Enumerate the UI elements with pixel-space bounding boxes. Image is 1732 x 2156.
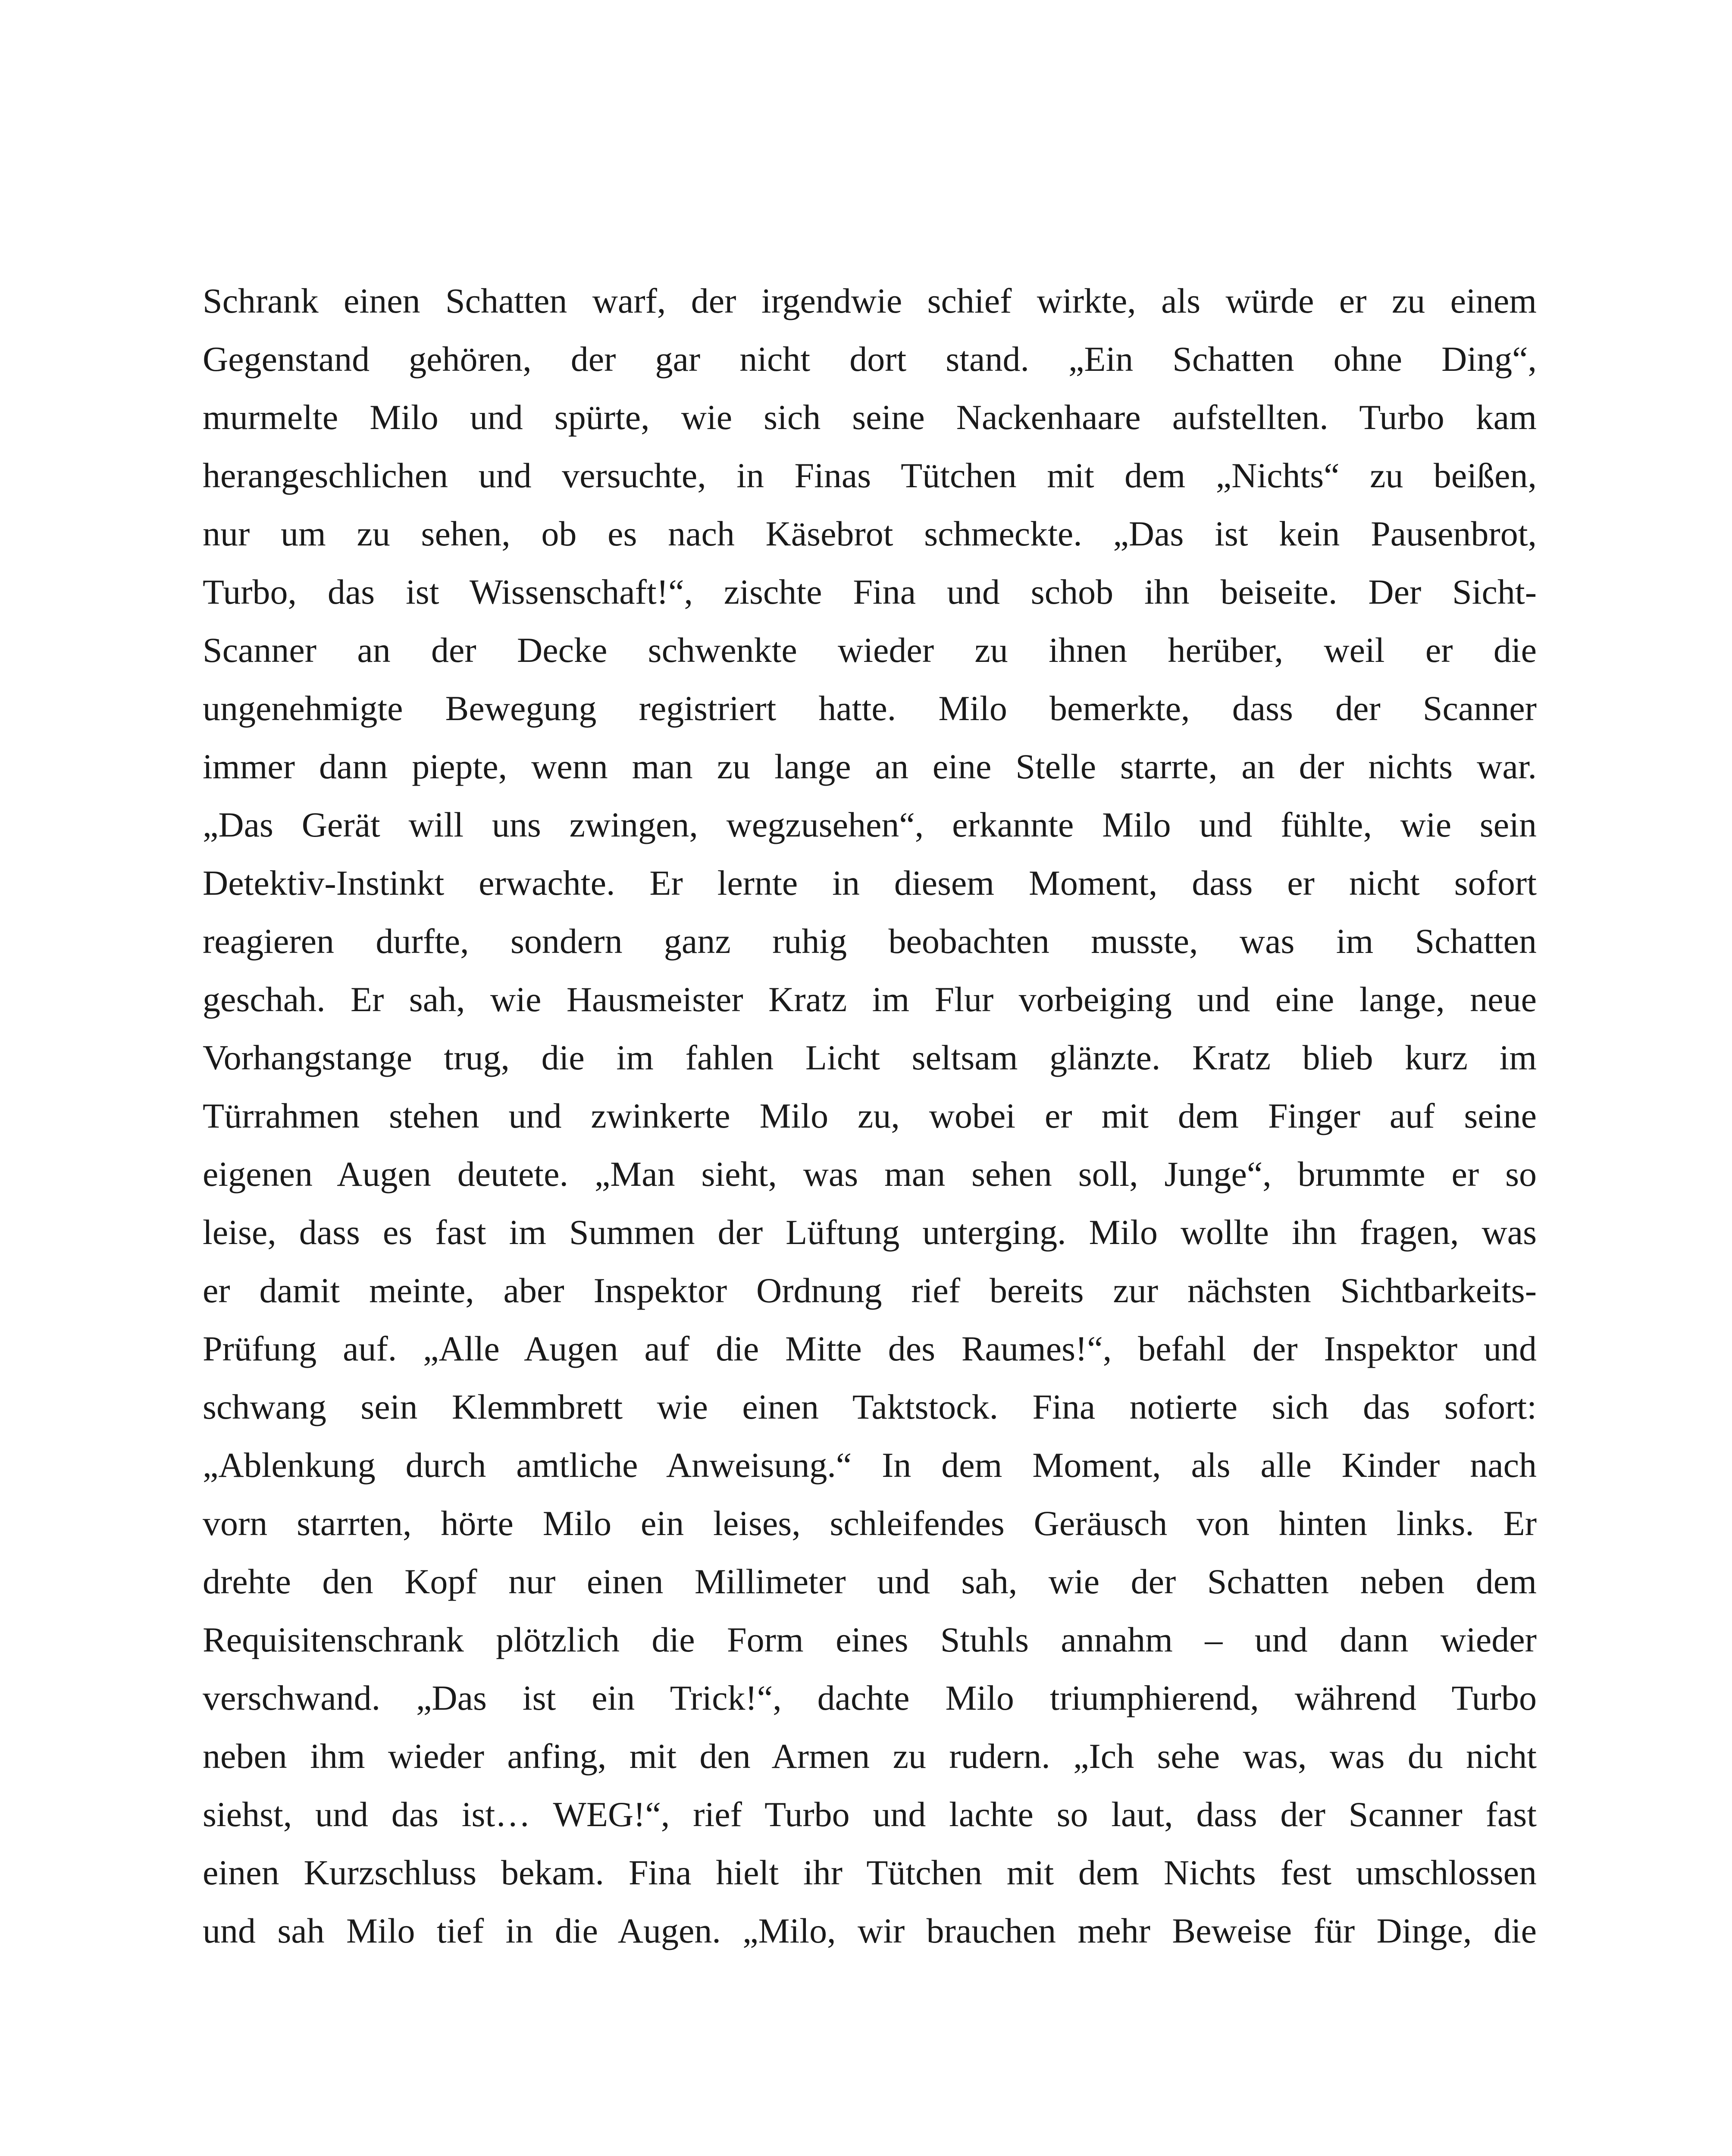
body-text [203,272,1537,1960]
text-line: nur um zu sehen, ob es nach Käsebrot schmeckte. „Das ist kein Pausenbrot, [203,514,1537,553]
text-line: vorn starrten, hörte Milo ein leises, schleifendes Geräusch von hinten links. Er [203,1504,1537,1543]
text-line: Vorhangstange trug, die im fahlen Licht seltsam glänzte. Kratz blieb kurz im [203,1038,1537,1077]
text-line: Gegenstand gehören, der gar nicht dort stand. „Ein Schatten ohne Ding“, [203,339,1537,379]
text-line: immer dann piepte, wenn man zu lange an eine Stelle starrte, an der nichts war. [203,747,1537,786]
text-line: siehst, und das ist… WEG!“, rief Turbo und lachte so laut, dass der Scanner fast [203,1795,1537,1834]
text-line: schwang sein Klemmbrett wie einen Taktstock. Fina notierte sich das sofort: [203,1387,1537,1426]
text-line: „Ablenkung durch amtliche Anweisung.“ In dem Moment, als alle Kinder nach [203,1445,1537,1485]
text-line: Requisitenschrank plötzlich die Form eines Stuhls annahm – und dann wieder [203,1620,1537,1659]
text-line: Türrahmen stehen und zwinkerte Milo zu, wobei er mit dem Finger auf seine [203,1096,1537,1135]
text-line: drehte den Kopf nur einen Millimeter und sah, wie der Schatten neben dem [203,1562,1537,1601]
text-line: neben ihm wieder anfing, mit den Armen zu rudern. „Ich sehe was, was du nicht [203,1736,1537,1776]
text-line: geschah. Er sah, wie Hausmeister Kratz im Flur vorbeiging und eine lange, neue [203,980,1537,1019]
text-line: Prüfung auf. „Alle Augen auf die Mitte des Raumes!“, befahl der Inspektor und [203,1329,1537,1368]
text-line: herangeschlichen und versuchte, in Finas Tütchen mit dem „Nichts“ zu beißen, [203,456,1537,495]
text-line: Turbo, das ist Wissenschaft!“, zischte Fina und schob ihn beiseite. Der Sicht- [203,572,1537,611]
text-line: er damit meinte, aber Inspektor Ordnung rief bereits zur nächsten Sichtbarkeits- [203,1271,1537,1310]
text-line: einen Kurzschluss bekam. Fina hielt ihr Tütchen mit dem Nichts fest umschlossen [203,1853,1537,1892]
text-line: Schrank einen Schatten warf, der irgendwie schief wirkte, als würde er zu einem [203,281,1537,320]
text-line: Scanner an der Decke schwenkte wieder zu ihnen herüber, weil er die [203,630,1537,670]
text-line: eigenen Augen deutete. „Man sieht, was man sehen soll, Junge“, brummte er so [203,1154,1537,1194]
text-line: verschwand. „Das ist ein Trick!“, dachte Milo triumphierend, während Turbo [203,1678,1537,1717]
text-line: leise, dass es fast im Summen der Lüftung unterging. Milo wollte ihn fragen, was [203,1213,1537,1252]
text-line: reagieren durfte, sondern ganz ruhig beobachten musste, was im Schatten [203,921,1537,961]
text-line: und sah Milo tief in die Augen. „Milo, wir brauchen mehr Beweise für Dinge, die [203,1911,1537,1950]
text-line: „Das Gerät will uns zwingen, wegzusehen“, erkannte Milo und fühlte, wie sein [203,805,1537,844]
text-line: murmelte Milo und spürte, wie sich seine Nackenhaare aufstellten. Turbo kam [203,398,1537,437]
text-line: Detektiv-Instinkt erwachte. Er lernte in diesem Moment, dass er nicht sofort [203,863,1537,903]
text-line: ungenehmigte Bewegung registriert hatte. Milo bemerkte, dass der Scanner [203,689,1537,728]
